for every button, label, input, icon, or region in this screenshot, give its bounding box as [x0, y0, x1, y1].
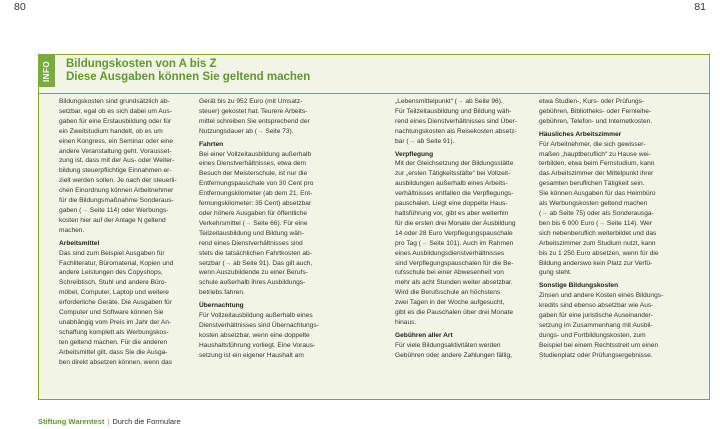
text-line: Besuch der Meisterschule, ist nur die — [199, 170, 308, 178]
text-line: Bildung anderswo kein Platz zur Verfü- — [539, 259, 653, 267]
arrow-icon: → — [244, 219, 252, 227]
text-line: chen Einordnung können Arbeitnehmer — [59, 187, 174, 195]
text-line: machen. — [59, 226, 85, 234]
section-heading: Sonstige Bildungskosten — [539, 282, 619, 290]
text-line: zur „ersten Tätigkeitsstätte“ bei Vollzeit- — [395, 170, 511, 178]
text-line: gebühren, Bibliotheks- oder Fernleihe- — [539, 107, 652, 115]
page-reference: ab Seite 91 — [415, 137, 451, 145]
footer-section: Durch die Formulare — [112, 417, 181, 426]
reference-line — [395, 137, 522, 147]
text-line: als Werbungskosten geltend machen — [539, 200, 648, 208]
arrow-icon: → — [408, 137, 416, 145]
section-heading: Übernachtung — [199, 302, 244, 310]
text-line: nachtungskosten als Reisekosten absetz- — [395, 127, 517, 135]
text-fragment: pro Tag ( — [395, 239, 421, 247]
text-line: Bildungskosten sind grundsätzlich ab- — [59, 98, 170, 105]
paragraph — [59, 216, 186, 236]
paragraph — [395, 107, 522, 137]
text-fragment: „Lebensmittelpunkt“ ( — [395, 98, 457, 105]
page-number-right: 81 — [694, 1, 706, 13]
page-reference: ab Seite 91 — [231, 259, 267, 267]
text-line: Sie können Ausgaben für das Heimbüro — [539, 190, 656, 198]
reference-line — [59, 206, 186, 216]
arrow-icon: → — [420, 239, 428, 247]
text-fragment: ( — [539, 209, 542, 217]
text-line: rufsschule bei einer Abwesenheit von — [395, 269, 504, 277]
text-line: sind Verpflegungspauschalen für die Be- — [395, 259, 514, 267]
text-line: Für viele Bildungsaktivitäten werden — [395, 341, 501, 349]
text-fragment: ). — [498, 98, 503, 105]
text-fragment: ). — [289, 127, 294, 135]
text-fragment: ) oder Werbungs- — [117, 206, 169, 214]
page-reference: ab Seite 96 — [463, 98, 499, 105]
text-line: eines Dienstverhältnisses, etwa dem — [199, 160, 307, 168]
text-line: Entfernungskilometer (ab dem 21. Ent- — [199, 190, 313, 198]
paragraph — [199, 97, 326, 127]
text-line: Gebühren oder andere Zahlungen fällig, — [395, 351, 512, 359]
text-fragment: ). Wer — [634, 219, 653, 227]
arrow-icon: → — [81, 206, 88, 214]
text-line: Wird die Berufsschule an höchstens — [395, 289, 501, 297]
section-heading: Häusliches Arbeitszimmer — [539, 130, 622, 138]
text-line: zielt werden sollen. Je nach der steuerli- — [59, 177, 177, 185]
text-fragment: ) oder als Sonderausga- — [583, 209, 654, 217]
text-line: setzbar, egal ob es sich dabei um Aus- — [59, 107, 172, 115]
arrow-icon: → — [224, 259, 232, 267]
text-line: Zinsen und andere Kosten eines Bildungs- — [539, 292, 664, 300]
reference-line — [395, 239, 522, 249]
text-line: unabhängig vom Preis im Jahr der An- — [59, 318, 172, 326]
text-line: 14 oder 28 Euro Verpflegungspauschale — [395, 229, 513, 237]
text-column-3 — [395, 97, 522, 361]
text-line: einen Kongress, ein Seminar oder eine — [59, 137, 173, 145]
text-line: eines Ausbildungsdienstverhältnisses — [395, 249, 505, 257]
text-line: rend eines Dienstverhältnisses sind Über- — [395, 117, 518, 125]
text-fragment: ). Das gilt auch, — [266, 259, 313, 267]
text-line: gebühren, Telefon- und Internetkosten. — [539, 117, 653, 125]
text-line: kosten hier auf der Anlage N geltend — [59, 216, 166, 224]
text-line: für die Bildungsmaßnahme Sonderaus- — [59, 197, 174, 205]
text-line: gaben für eine juristische Auseinander- — [539, 312, 653, 320]
text-line: oder höhere Ausgaben für öffentliche — [199, 209, 308, 217]
text-line: kredits sind ebenso absetzbar wie Aus- — [539, 302, 654, 310]
text-line: Teilzeitausbildung und Bildung wäh- — [199, 229, 304, 237]
page-reference: Seite 114 — [604, 219, 635, 227]
paragraph — [199, 268, 326, 298]
paragraph — [395, 249, 522, 328]
text-line: Für Teilzeitausbildung und Bildung wäh- — [395, 107, 512, 115]
paragraph — [59, 97, 186, 206]
text-fragment: ). Für eine — [277, 219, 308, 227]
text-fragment: gaben ( — [59, 206, 82, 214]
reference-line — [199, 127, 326, 137]
text-line: setzung ist ein eigener Haushalt am — [199, 351, 304, 359]
text-line: zwei Tagen in der Woche aufgesucht, — [395, 299, 505, 307]
info-tab — [39, 55, 55, 87]
text-line: Für Vollzeitausbildung außerhalb eines — [199, 312, 313, 320]
text-line: Arbeitsmittel gilt, dass Sie die Ausga- — [59, 348, 168, 356]
text-line: ten geltend machen. Für die anderen — [59, 338, 168, 346]
text-line: steuer) gekostet hat. Teurere Arbeits- — [199, 107, 308, 115]
text-fragment: ). Auch im Rahmen — [457, 239, 514, 247]
text-line: fernungskilometer: 35 Cent) absetzbar — [199, 200, 312, 208]
text-line: dungs- und Fortbildungskosten, zum — [539, 331, 646, 339]
text-line: schule außerhalb ihres Ausbildungs- — [199, 279, 306, 287]
text-line: haltsführung vor, gibt es aber weiterhin — [395, 209, 509, 217]
text-line: Gerät bis zu 952 Euro (mit Umsatz- — [199, 98, 303, 105]
reference-line — [199, 219, 326, 229]
info-box-title — [66, 58, 310, 84]
section-heading: Gebühren aller Art — [395, 331, 453, 339]
text-line: Haushaltsführung vorliegt. Eine Voraus- — [199, 341, 316, 349]
page-number-left: 80 — [14, 1, 26, 13]
paragraph — [539, 97, 666, 127]
page-reference: Seite 114 — [87, 206, 118, 214]
text-line: terbilden, etwa beim Fernstudium, kann — [539, 160, 655, 168]
text-line: Mit der Gleichsetzung der Bildungsstätte — [395, 160, 514, 168]
text-line: Für Arbeitnehmer, die sich gewisser- — [539, 140, 646, 148]
text-line: andere Veranstaltung geht. Vorausset- — [59, 147, 172, 155]
title-line-2: Diese Ausgaben können Sie geltend machen — [66, 71, 311, 83]
paragraph — [59, 249, 186, 368]
text-line: zung ist, dass mit der Aus- oder Weiter- — [59, 157, 175, 165]
text-line: Bei einer Vollzeitausbildung außerhalb — [199, 150, 312, 158]
text-line: andere Leistungen des Copyshops, — [59, 269, 163, 277]
page-reference: Seite 73 — [263, 127, 290, 135]
text-line: sich nebenberuflich weiterbildet und das — [539, 229, 657, 237]
paragraph — [539, 229, 666, 279]
text-line: Dienstverhältnisses sind Übernachtungs- — [199, 321, 319, 329]
text-line: Computer und Software können Sie — [59, 309, 164, 317]
info-tab-label: INFO — [42, 60, 52, 82]
text-line: Beispiel bei einem Rechtsstreit um einen — [539, 341, 659, 349]
text-line: schaffung komplett als Werbungskos- — [59, 328, 169, 336]
text-line: maßen „hauptberuflich“ zu Hause wei- — [539, 150, 651, 158]
text-line: mittel schreiben Sie entsprechend der — [199, 117, 310, 125]
text-line: Entfernungspauschale von 30 Cent pro — [199, 180, 314, 188]
text-line: Fachliteratur, Büromaterial, Kopien und — [59, 259, 174, 267]
paragraph — [395, 159, 522, 238]
text-line: Das sind zum Beispiel Ausgaben für — [59, 249, 165, 257]
text-line: erforderliche Geräte. Die Ausgaben für — [59, 299, 172, 307]
text-column-1 — [59, 97, 186, 367]
text-line: ben direkt absetzen können, wenn das — [59, 358, 172, 366]
text-line: kosten absetzbar, wenn eine doppelte — [199, 331, 310, 339]
text-fragment: Nutzungsdauer ab ( — [199, 127, 257, 135]
reference-line — [539, 219, 666, 229]
text-fragment: ben bis 6 000 Euro ( — [539, 219, 599, 227]
text-line: setzung im Zusammenhang mit Ausbil- — [539, 321, 653, 329]
text-line: gung steht. — [539, 269, 572, 277]
section-heading: Verpflegung — [395, 150, 434, 158]
text-line: Schreibtisch, Stuhl und andere Büro- — [59, 279, 167, 287]
arrow-icon: → — [456, 98, 464, 105]
page-reference: Seite 66 — [251, 219, 278, 227]
text-line: bildung steuerpflichtige Einnahmen er- — [59, 167, 172, 175]
arrow-icon: → — [598, 219, 605, 227]
reference-line — [539, 209, 666, 219]
text-line: hinaus. — [395, 318, 417, 326]
page-reference: Seite 101 — [427, 239, 458, 247]
text-line: möbel, Computer, Laptop und weitere — [59, 289, 169, 297]
text-fragment: setzbar ( — [199, 259, 225, 267]
text-fragment: ). — [450, 137, 455, 145]
paragraph — [539, 140, 666, 209]
text-line: ausbildungen außerhalb eines Arbeits- — [395, 180, 508, 188]
text-line: mehr als acht Stunden weiter absetzbar. — [395, 279, 513, 287]
paragraph — [539, 291, 666, 360]
paragraph — [199, 311, 326, 361]
arrow-icon: → — [541, 209, 548, 217]
page-footer — [38, 417, 181, 426]
page-reference: ab Seite 75 — [547, 209, 583, 217]
text-line: wenn Auszubildende zu einer Berufs- — [199, 269, 308, 277]
text-line: etwa Studien-, Kurs- oder Prüfungs- — [539, 98, 645, 105]
paragraph — [395, 341, 522, 361]
title-line-1: Bildungskosten von A bis Z — [66, 58, 217, 70]
section-heading: Fahrten — [199, 140, 224, 148]
text-line: rend eines Dienstverhältnisses sind — [199, 239, 303, 247]
text-fragment: bar ( — [395, 137, 409, 145]
text-line: ein Zweitstudium handelt, ob es um — [59, 127, 163, 135]
section-heading: Arbeitsmittel — [59, 239, 100, 247]
text-column-2 — [199, 97, 326, 361]
text-line: gesamten beruflichen Tätigkeit sein. — [539, 180, 645, 188]
text-line: stets die tatsächlichen Fahrtkosten ab- — [199, 249, 312, 257]
text-line: Arbeitszimmer zum Studium nutzt, kann — [539, 239, 656, 247]
text-line: Studienplatz oder Prüfungsergebnisse. — [539, 351, 653, 359]
text-line: pauschalen. Liegt eine doppelte Haus- — [395, 200, 508, 208]
text-column-4 — [539, 97, 666, 361]
paragraph — [199, 150, 326, 219]
info-box — [38, 54, 710, 400]
text-line: verhältnisses entfallen die Verpflegungs- — [395, 190, 514, 198]
title-divider — [39, 93, 709, 94]
text-fragment: Verkehrsmittel ( — [199, 219, 245, 227]
footer-separator: | — [107, 417, 110, 426]
text-line: gibt es die Pauschalen über drei Monate — [395, 309, 514, 317]
footer-brand: Stiftung Warentest — [38, 417, 105, 426]
text-line: das Arbeitszimmer der Mittelpunkt ihrer — [539, 170, 654, 178]
text-line: gaben für eine Erstausbildung oder für — [59, 117, 172, 125]
text-line: betriebs fahren. — [199, 289, 245, 297]
text-line: bis zu 1 250 Euro absetzen, wenn für die — [539, 249, 659, 257]
paragraph — [199, 229, 326, 259]
reference-line — [395, 97, 522, 107]
arrow-icon: → — [256, 127, 264, 135]
reference-line — [199, 259, 326, 269]
text-line: für die ersten drei Monate der Ausbildung — [395, 219, 516, 227]
